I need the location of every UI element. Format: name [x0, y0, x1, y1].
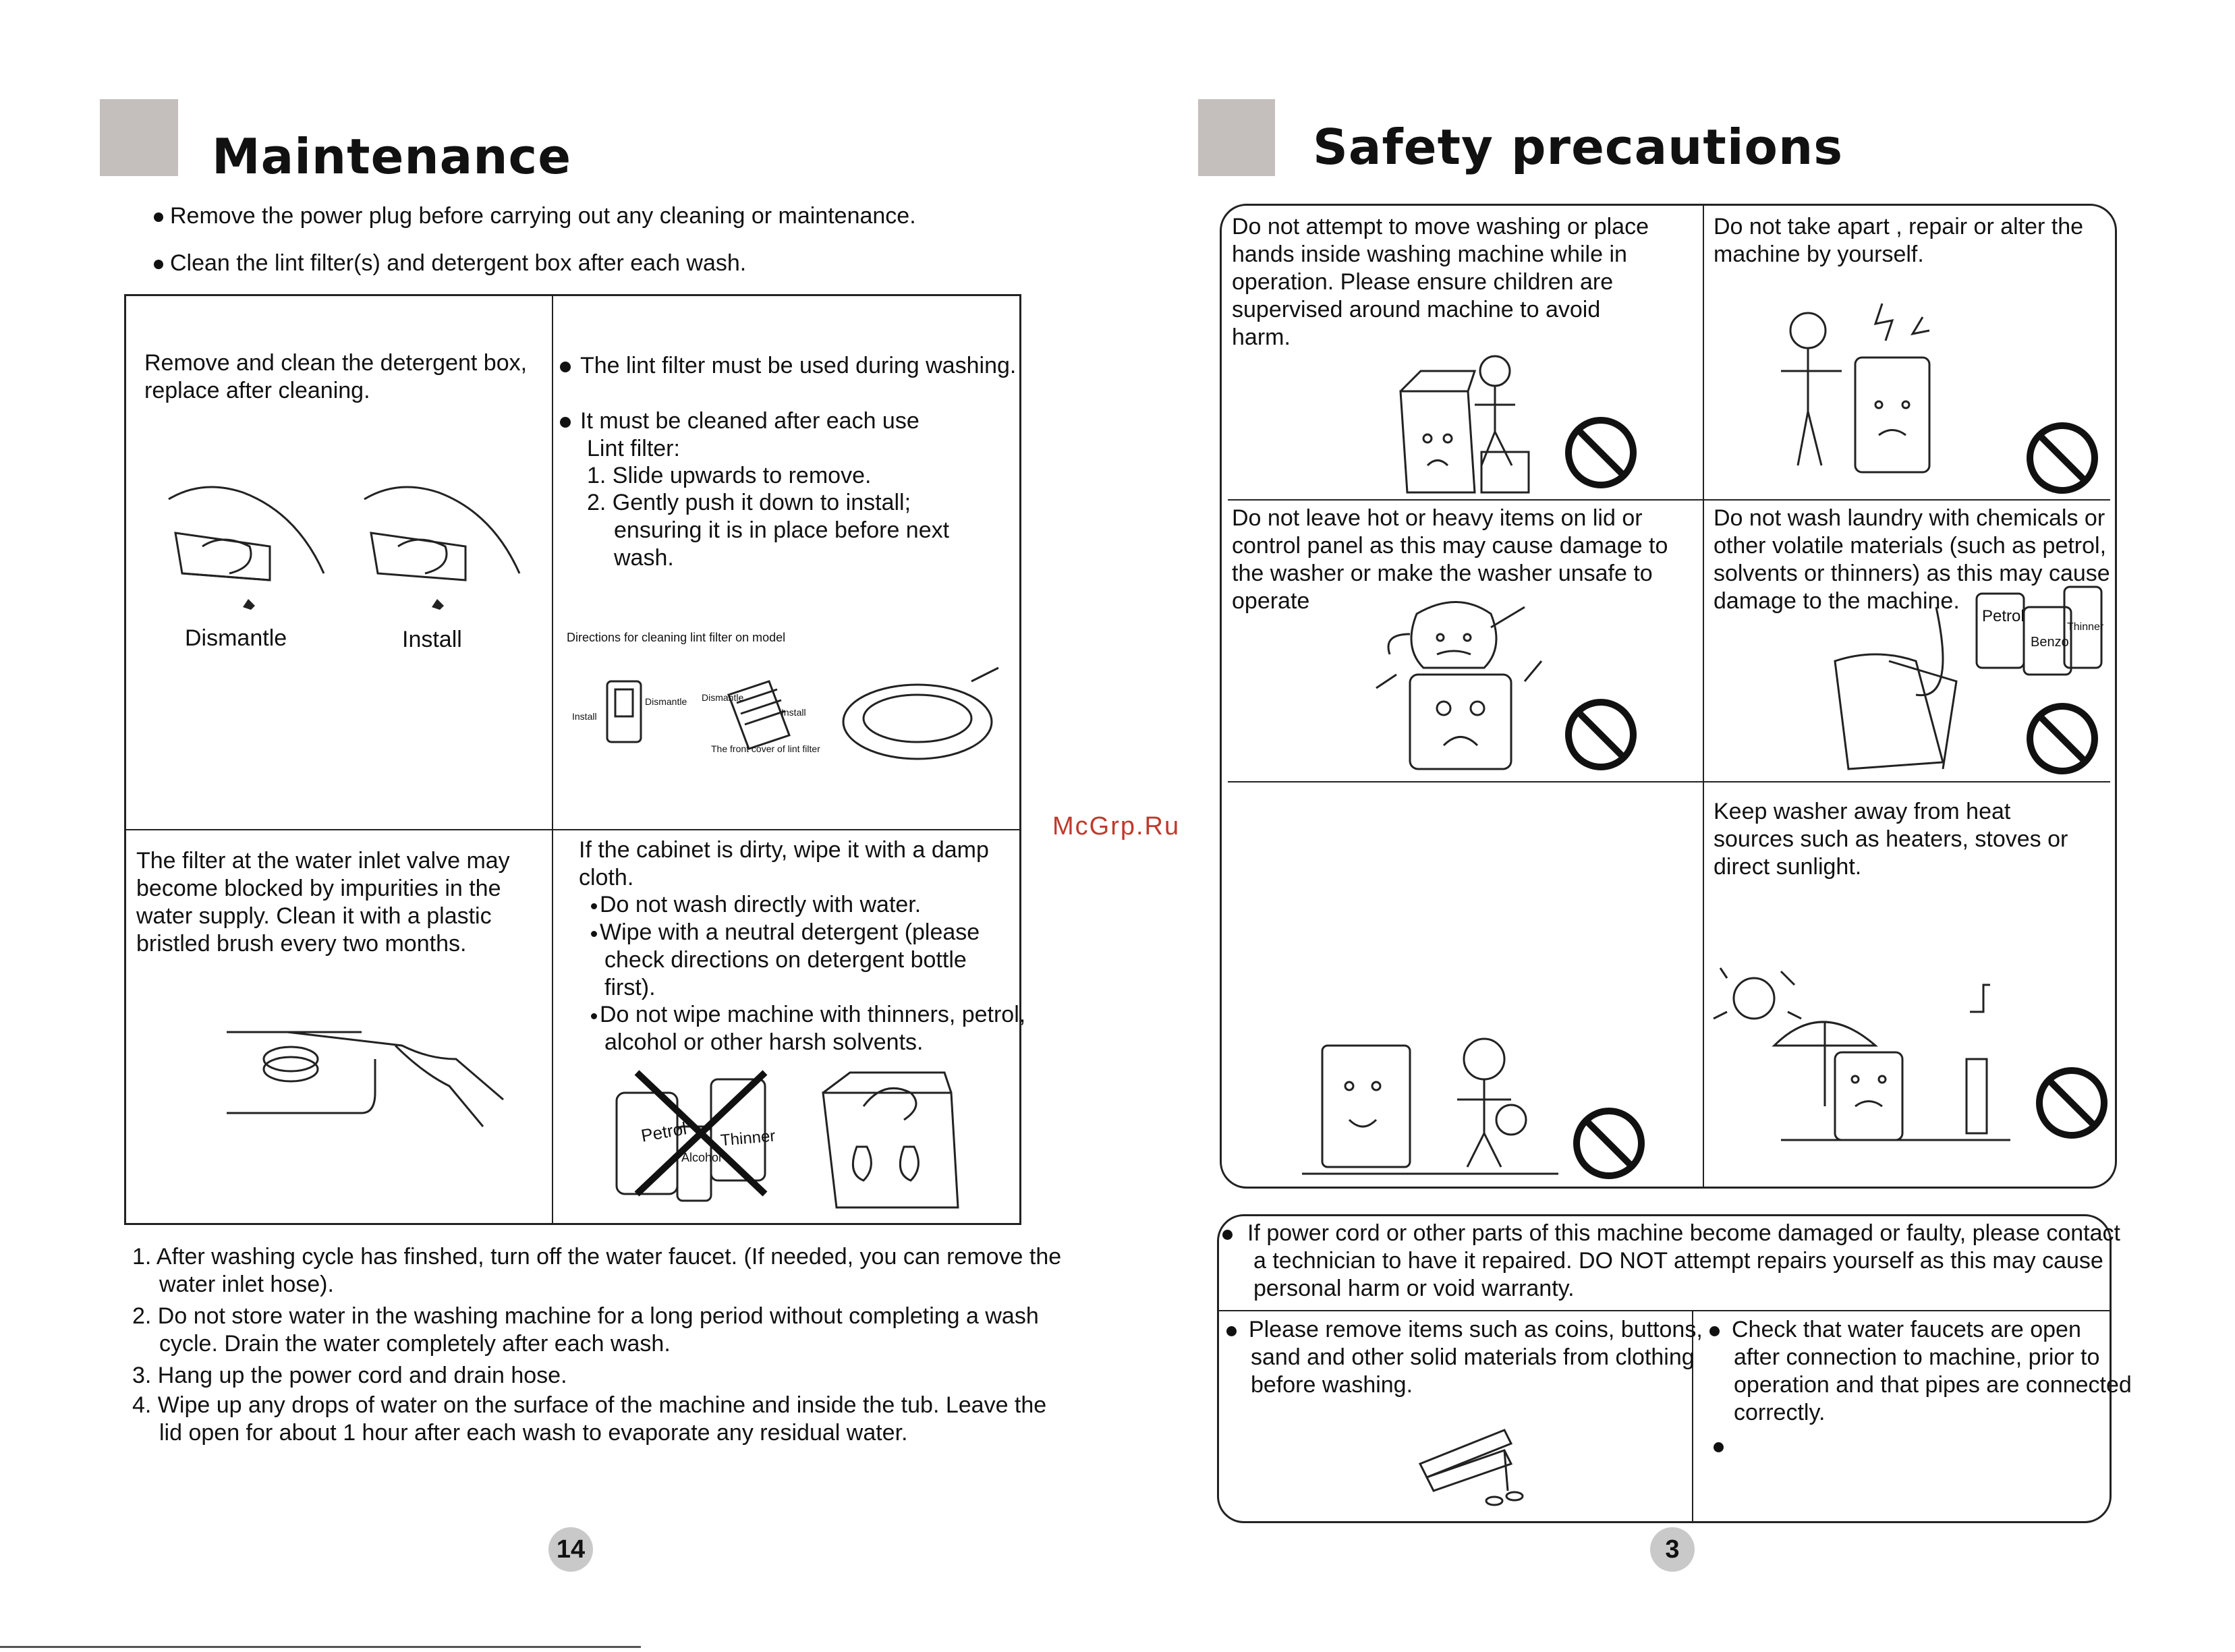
safety-repair-text: Do not take apart , repair or alter the machine by yourself.	[1714, 214, 2084, 267]
lint-filter-step-2: 2. Gently push it down to install; ensuring it is in place before next wash.	[587, 490, 950, 571]
sun-heater-illustration	[1714, 971, 2010, 1147]
safety-grid-divider-v	[1703, 205, 1704, 1187]
man-repairing-illustration	[1767, 304, 1943, 479]
bottom-rule	[0, 1646, 641, 1648]
safety-heat-text: Keep washer away from heat sources such as heaters, stoves or direct sunlight.	[1714, 799, 2068, 880]
kettle-on-washer-illustration	[1369, 594, 1545, 776]
bottle-label-thinner: Thinner	[719, 1127, 776, 1150]
chem-label-benzo: Benzo	[2031, 635, 2069, 650]
bottle-label-petrol: Petrol	[639, 1118, 689, 1146]
chem-label-thinner: Thinner	[2067, 621, 2104, 633]
safety-note-coins: Please remove items such as coins, buttons, sand and other solid materials from clothing before washing.	[1226, 1316, 1709, 1399]
lint-filter-label: Lint filter:	[587, 436, 680, 461]
coins-items-illustration	[1417, 1423, 1538, 1511]
inlet-filter-text: The filter at the water inlet valve may become blocked by impurities in the water supply. Clean it with a plastic bristled brush every two months.	[136, 848, 510, 957]
after-wash-step-1: 1. After washing cycle has finshed, turn off the water faucet. (If needed, you can remove the water inlet hose).	[132, 1244, 1062, 1297]
lint-filter-bullet-2: It must be cleaned after each use	[560, 407, 992, 435]
chem-label-petrol: Petrol	[1982, 607, 2025, 625]
cabinet-text: If the cabinet is dirty, wipe it with a damp cloth.	[579, 837, 989, 890]
safety-grid-divider-h1	[1228, 499, 2110, 501]
cabinet-bullet-3: Do not wipe machine with thinners, petrol, alcohol or other harsh solvents.	[591, 1001, 1029, 1056]
maintenance-bullet-1: Remove the power plug before carrying out any cleaning or maintenance.	[154, 202, 1044, 230]
prohibited-icon-5	[1572, 1106, 1646, 1180]
prohibited-icon	[1564, 416, 1638, 490]
detergent-drawer-illustration	[162, 472, 540, 627]
safety-title-square	[1198, 99, 1275, 176]
right-page-number: 3	[1650, 1527, 1695, 1572]
small-front-cover-label: The front cover of lint filter	[711, 743, 820, 754]
small-install-label: Install	[572, 711, 597, 722]
maintenance-title-square	[100, 99, 178, 176]
small-dismantle-label: Dismantle	[645, 696, 687, 707]
safety-note-empty-bullet	[1714, 1442, 1733, 1454]
lint-filter-caption: Directions for cleaning lint filter on model	[567, 631, 786, 644]
prohibited-icon-4	[2025, 702, 2099, 776]
cabinet-bullet-1: Do not wash directly with water.	[591, 891, 1009, 919]
lint-filter-step-1: 1. Slide upwards to remove.	[587, 463, 872, 488]
left-page-number: 14	[548, 1527, 593, 1572]
maintenance-title: Maintenance	[212, 128, 572, 185]
child-on-washer-illustration	[1401, 351, 1535, 492]
safety-heavy-text: Do not leave hot or heavy items on lid or control panel as this may cause damage to the washer or make the washer unsafe to operate	[1232, 505, 1668, 614]
prohibited-icon-2	[2025, 421, 2099, 495]
install-label: Install	[402, 627, 462, 652]
inlet-brush-illustration	[227, 1019, 510, 1127]
bottle-label-alcohol: Alcohol	[681, 1151, 722, 1164]
after-wash-step-3: 3. Hang up the power cord and drain hose.	[132, 1363, 567, 1388]
washer-child-illustration	[1302, 1032, 1558, 1180]
after-wash-step-2: 2. Do not store water in the washing machine for a long period without completing a wash cycle. Drain the water completely after each wash.	[132, 1303, 1039, 1357]
small-dismantle-label-2: Dismantle	[702, 692, 744, 703]
washer-wiping-illustration	[816, 1066, 965, 1214]
dismantle-label: Dismantle	[185, 625, 287, 651]
watermark: McGrp.Ru	[1052, 812, 1181, 841]
safety-note-cord: If power cord or other parts of this machine become damaged or faulty, please contact a technician to have it repaired. DO NOT attempt repairs yourself as this may cause personal harm or void warranty.	[1222, 1220, 2137, 1303]
safety-notes-divider-h	[1218, 1310, 2110, 1311]
cabinet-bullet-2: Wipe with a neutral detergent (please check directions on detergent bottle first).	[591, 919, 1023, 1002]
lint-filter-bullet-1: The lint filter must be used during washing.	[560, 352, 1019, 380]
safety-title: Safety precautions	[1313, 119, 1844, 175]
small-install-label-2: Install	[781, 707, 806, 718]
safety-note-faucets: Check that water faucets are open after connection to machine, prior to operation and that pipes are connected correctly.	[1709, 1316, 2132, 1427]
after-wash-step-4: 4. Wipe up any drops of water on the surface of the machine and inside the tub. Leave the lid open for about 1 hour after each wash to evaporate any residual water.	[132, 1392, 1047, 1446]
maintenance-bullet-2: Clean the lint filter(s) and detergent box after each wash.	[154, 250, 1044, 277]
maintenance-grid-divider-v	[552, 295, 553, 1224]
detergent-box-text: Remove and clean the detergent box, replace after cleaning.	[144, 350, 528, 403]
maintenance-grid-divider-h	[125, 829, 1021, 830]
prohibited-icon-3	[1564, 697, 1638, 772]
safety-chemicals-text: Do not wash laundry with chemicals or other volatile materials (such as petrol, solvents or thinners) as this may cause damage to the machine.	[1714, 505, 2110, 614]
prohibited-icon-6	[2035, 1066, 2109, 1140]
safety-move-text: Do not attempt to move washing or place hands inside washing machine while in operation. Please ensure children are supervised around machine to avoid harm.	[1232, 214, 1649, 350]
